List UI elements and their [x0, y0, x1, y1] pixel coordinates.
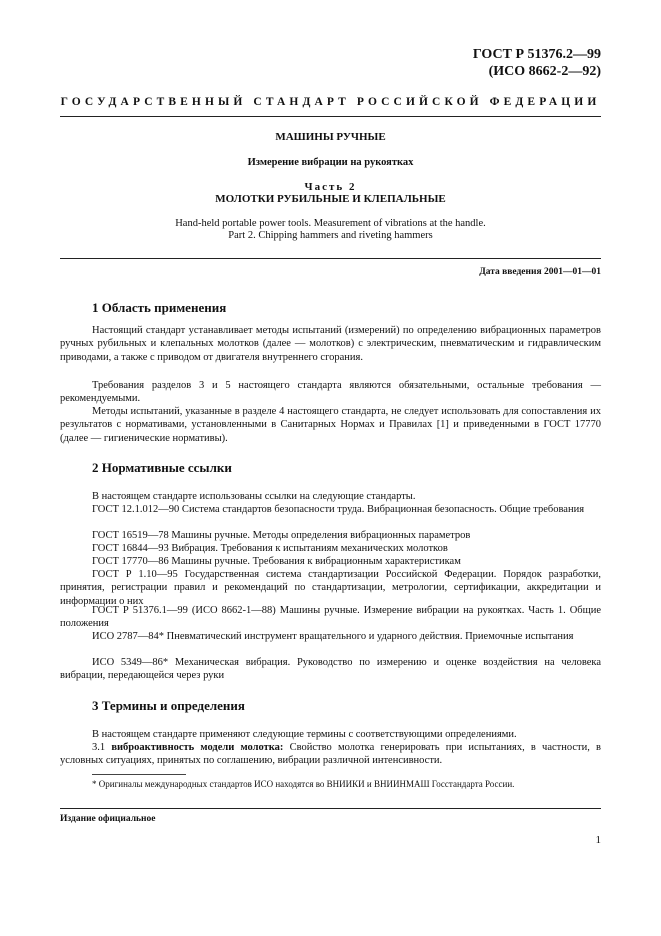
footnote: * Оригиналы международных стандартов ИСО находятся во ВНИИКИ и ВНИИНМАШ Госстандарта России.	[92, 779, 515, 789]
footnote-separator	[92, 774, 186, 775]
standard-code-gost: ГОСТ Р 51376.2—99	[472, 47, 601, 62]
reference-item: ГОСТ 16844—93 Вибрация. Требования к испытаниям механических молотков	[92, 543, 448, 554]
section-1-paragraph-1: Настоящий стандарт устанавливает методы испытаний (измерений) по определению вибрационных параметров ручных рубильных и клепальных молотков (далее — молотков) с электрическим, пневматическим и гидравлическим приводами, а также с приводом от двигателя внутреннего сгорания.	[60, 325, 601, 363]
section-3-heading: 3 Термины и определения	[92, 698, 245, 713]
doc-main-title: МАШИНЫ РУЧНЫЕ	[275, 131, 386, 143]
doc-part-title: МОЛОТКИ РУБИЛЬНЫЕ И КЛЕПАЛЬНЫЕ	[215, 193, 446, 205]
page-number: 1	[595, 834, 601, 846]
reference-item: ИСО 5349—86* Механическая вибрация. Руководство по измерению и оценке воздействия на человека вибрации, передающейся через руки	[60, 657, 601, 682]
reference-item: ГОСТ 12.1.012—90 Система стандартов безопасности труда. Вибрационная безопасность. Общие требования	[92, 504, 585, 515]
section-2-intro: В настоящем стандарте использованы ссылки на следующие стандарты.	[92, 491, 416, 502]
state-standard-title: ГОСУДАРСТВЕННЫЙ СТАНДАРТ РОССИЙСКОЙ ФЕДЕРАЦИИ	[60, 96, 601, 108]
section-1-heading: 1 Область применения	[92, 300, 227, 315]
english-title	[60, 218, 601, 242]
reference-item: ГОСТ Р 1.10—95 Государственная система стандартизации Российской Федерации. Порядок разработки, принятия, регистрации правил и рекомендаций по стандартизации, метрологии, сертификации, аккредитации и информации о них	[60, 569, 601, 607]
english-title-line1: Hand-held portable power tools. Measurement of vibrations at the handle.	[175, 218, 486, 229]
section-1-paragraph-3: Методы испытаний, указанные в разделе 4 настоящего стандарта, не следует использовать для сопоставления их результатов с нормативами, установленными в Санитарных Нормах и Правилах [1] и приведенными в ГОСТ 17770 (далее — гигиенические нормативы).	[60, 406, 601, 444]
term-definition	[60, 741, 601, 768]
section-2-heading: 2 Нормативные ссылки	[92, 460, 232, 475]
footer-divider	[60, 808, 601, 809]
english-title-line2: Part 2. Chipping hammers and riveting hammers	[228, 230, 433, 241]
section-3-intro: В настоящем стандарте применяют следующие термины с соответствующими определениями.	[92, 729, 517, 740]
reference-item: ГОСТ 17770—86 Машины ручные. Требования к вибрационным характеристикам	[92, 556, 461, 567]
term-text: Свойство молотка генерировать при испытаниях, в частности, в условных ситуациях, принятых по соглашению, вибрации различной интенсивности.	[60, 742, 602, 767]
standard-code-iso: (ИСО 8662-2—92)	[488, 64, 601, 79]
reference-item: ГОСТ 16519—78 Машины ручные. Методы определения вибрационных параметров	[92, 530, 471, 541]
introduction-date: Дата введения 2001—01—01	[479, 267, 601, 277]
standard-codes	[473, 46, 601, 80]
header-divider	[60, 116, 601, 117]
doc-part: Часть 2	[304, 181, 357, 193]
reference-item: ИСО 2787—84* Пневматический инструмент вращательного и ударного действия. Приемочные испытания	[92, 631, 574, 642]
section-1-paragraph-2: Требования разделов 3 и 5 настоящего стандарта являются обязательными, остальные требования — рекомендуемыми.	[60, 380, 601, 405]
reference-item: ГОСТ Р 51376.1—99 (ИСО 8662-1—88) Машины ручные. Измерение вибрации на рукоятках. Часть 1. Общие положения	[60, 605, 601, 630]
doc-subtitle: Измерение вибрации на рукоятках	[247, 157, 414, 168]
term-number: 3.1	[92, 742, 106, 753]
title-divider	[60, 258, 601, 259]
term-name: виброактивность модели молотка:	[111, 742, 284, 753]
official-edition-label: Издание официальное	[60, 814, 156, 824]
